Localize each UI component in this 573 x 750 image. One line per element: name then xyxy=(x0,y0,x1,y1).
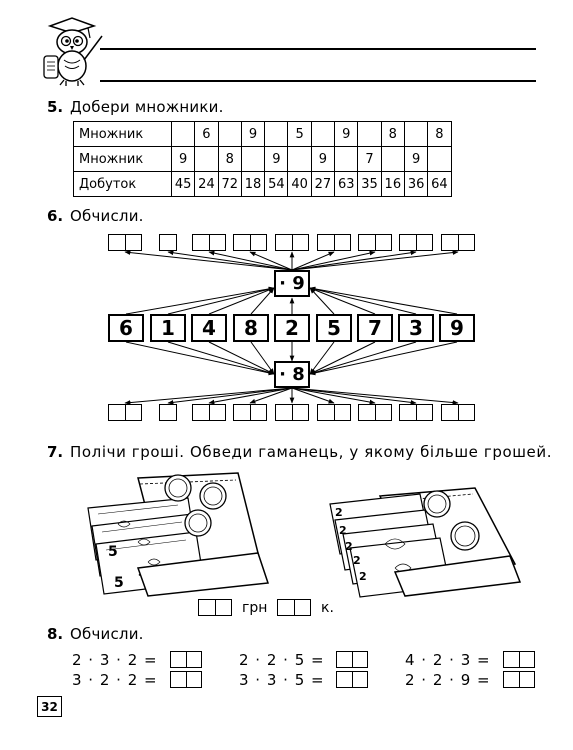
arrow-to-multiply-8 xyxy=(126,342,274,374)
table-cell: 8 xyxy=(218,147,241,172)
answer-box-bottom-1[interactable] xyxy=(108,404,142,421)
table-cell: 6 xyxy=(195,122,218,147)
number-box: 9 xyxy=(439,314,475,342)
number-box: 2 xyxy=(274,314,310,342)
arrow-to-multiply-8 xyxy=(310,342,416,374)
wallet-left-illustration[interactable] xyxy=(78,468,278,598)
operator-box-multiply-8: · 8 xyxy=(274,361,310,388)
operator-box-multiply-9: · 9 xyxy=(274,270,310,297)
task5-number: 5. xyxy=(47,98,64,116)
answer-box-top-4[interactable] xyxy=(233,234,267,251)
svg-text:2: 2 xyxy=(353,554,361,567)
page-number: 32 xyxy=(37,696,62,717)
answer-box[interactable] xyxy=(503,671,535,688)
answer-box-bottom-2[interactable] xyxy=(159,404,177,421)
arrow-to-bottom-answer xyxy=(292,388,375,403)
arrow-to-top-answer xyxy=(125,252,292,270)
table-cell: 8 xyxy=(381,122,404,147)
arrow-to-top-answer xyxy=(168,252,292,270)
arrow-to-multiply-9 xyxy=(126,288,274,314)
arrow-to-top-answer xyxy=(292,252,416,270)
row-label: Добуток xyxy=(74,172,172,197)
answer-box-bottom-4[interactable] xyxy=(233,404,267,421)
arrow-to-bottom-answer xyxy=(292,388,458,403)
table-cell: 9 xyxy=(241,122,264,147)
answer-box-top-8[interactable] xyxy=(399,234,433,251)
table-cell: 16 xyxy=(381,172,404,197)
table-cell: 27 xyxy=(311,172,334,197)
arrow-to-multiply-9 xyxy=(310,288,457,314)
arrow-to-multiply-9 xyxy=(310,288,375,314)
number-box: 5 xyxy=(316,314,352,342)
task5-text: Добери множники. xyxy=(70,98,224,116)
table-cell: 40 xyxy=(288,172,311,197)
task8-text: Обчисли. xyxy=(70,625,144,643)
table-cell: 72 xyxy=(218,172,241,197)
expression: 3 · 3 · 5 = xyxy=(239,671,325,689)
kopeck-answer-box[interactable] xyxy=(277,599,311,616)
arrow-to-multiply-8 xyxy=(209,342,274,374)
table-cell: 24 xyxy=(195,172,218,197)
svg-text:2: 2 xyxy=(339,524,347,537)
arrow-to-bottom-answer xyxy=(168,388,292,403)
answer-box-top-5[interactable] xyxy=(275,234,309,251)
number-box: 7 xyxy=(357,314,393,342)
task7-number: 7. xyxy=(47,443,64,461)
task8-number: 8. xyxy=(47,625,64,643)
arrow-to-multiply-8 xyxy=(310,342,457,374)
row-label: Множник xyxy=(74,122,172,147)
arrow-to-top-answer xyxy=(292,252,375,270)
expression: 2 · 2 · 9 = xyxy=(405,671,491,689)
svg-text:5: 5 xyxy=(108,544,118,560)
svg-text:2: 2 xyxy=(335,506,343,519)
answer-box-bottom-7[interactable] xyxy=(358,404,392,421)
answer-box-bottom-3[interactable] xyxy=(192,404,226,421)
table-cell: 5 xyxy=(288,122,311,147)
table-cell: 9 xyxy=(335,122,358,147)
hryvnia-answer-box[interactable] xyxy=(198,599,232,616)
answer-box-bottom-5[interactable] xyxy=(275,404,309,421)
answer-box-top-1[interactable] xyxy=(108,234,142,251)
answer-box[interactable] xyxy=(170,671,202,688)
table-cell: 36 xyxy=(404,172,427,197)
expression: 2 · 2 · 5 = xyxy=(239,651,325,669)
svg-text:2: 2 xyxy=(345,540,353,553)
arrow-to-multiply-8 xyxy=(168,342,274,374)
arrow-to-multiply-9 xyxy=(310,288,416,314)
table-cell: 45 xyxy=(172,172,195,197)
table-cell: 9 xyxy=(311,147,334,172)
table-cell: 9 xyxy=(172,147,195,172)
arrow-to-multiply-9 xyxy=(168,288,274,314)
kopeck-unit-label: к. xyxy=(321,600,334,616)
task6-number: 6. xyxy=(47,207,64,225)
number-box: 3 xyxy=(398,314,434,342)
answer-box-top-7[interactable] xyxy=(358,234,392,251)
task6-text: Обчисли. xyxy=(70,207,144,225)
answer-box-top-3[interactable] xyxy=(192,234,226,251)
answer-box-bottom-6[interactable] xyxy=(317,404,351,421)
number-box: 6 xyxy=(108,314,144,342)
arrow-to-multiply-8 xyxy=(310,342,375,374)
task7-text: Полічи гроші. Обведи гаманець, у якому більше грошей. xyxy=(70,443,553,461)
answer-box-top-9[interactable] xyxy=(441,234,475,251)
table-cell: 64 xyxy=(428,172,451,197)
answer-box[interactable] xyxy=(336,671,368,688)
svg-text:5: 5 xyxy=(114,575,124,591)
answer-box-top-6[interactable] xyxy=(317,234,351,251)
arrow-to-bottom-answer xyxy=(292,388,416,403)
answer-box[interactable] xyxy=(503,651,535,668)
table-cell: 35 xyxy=(358,172,381,197)
number-box: 4 xyxy=(191,314,227,342)
table-cell: 8 xyxy=(428,122,451,147)
number-box: 8 xyxy=(233,314,269,342)
answer-box-top-2[interactable] xyxy=(159,234,177,251)
arrow-to-bottom-answer xyxy=(125,388,292,403)
arrow-to-bottom-answer xyxy=(209,388,292,403)
table-cell: 18 xyxy=(241,172,264,197)
answer-box-bottom-8[interactable] xyxy=(399,404,433,421)
expression: 2 · 3 · 2 = xyxy=(72,651,158,669)
arrow-to-top-answer xyxy=(292,252,458,270)
table-cell: 9 xyxy=(265,147,288,172)
expression: 4 · 2 · 3 = xyxy=(405,651,491,669)
hryvnia-unit-label: грн xyxy=(242,600,268,616)
arrow-to-top-answer xyxy=(209,252,292,270)
table-cell: 63 xyxy=(335,172,358,197)
wallet-right-illustration[interactable] xyxy=(325,484,525,599)
answer-box-bottom-9[interactable] xyxy=(441,404,475,421)
svg-text:2: 2 xyxy=(359,570,367,583)
arrow-to-multiply-8 xyxy=(251,342,274,374)
arrow-to-multiply-9 xyxy=(209,288,274,314)
row-label: Множник xyxy=(74,147,172,172)
number-box: 1 xyxy=(150,314,186,342)
answer-box[interactable] xyxy=(336,651,368,668)
expression: 3 · 2 · 2 = xyxy=(72,671,158,689)
answer-box[interactable] xyxy=(170,651,202,668)
table-cell: 9 xyxy=(404,147,427,172)
table-cell: 54 xyxy=(265,172,288,197)
table-cell: 7 xyxy=(358,147,381,172)
